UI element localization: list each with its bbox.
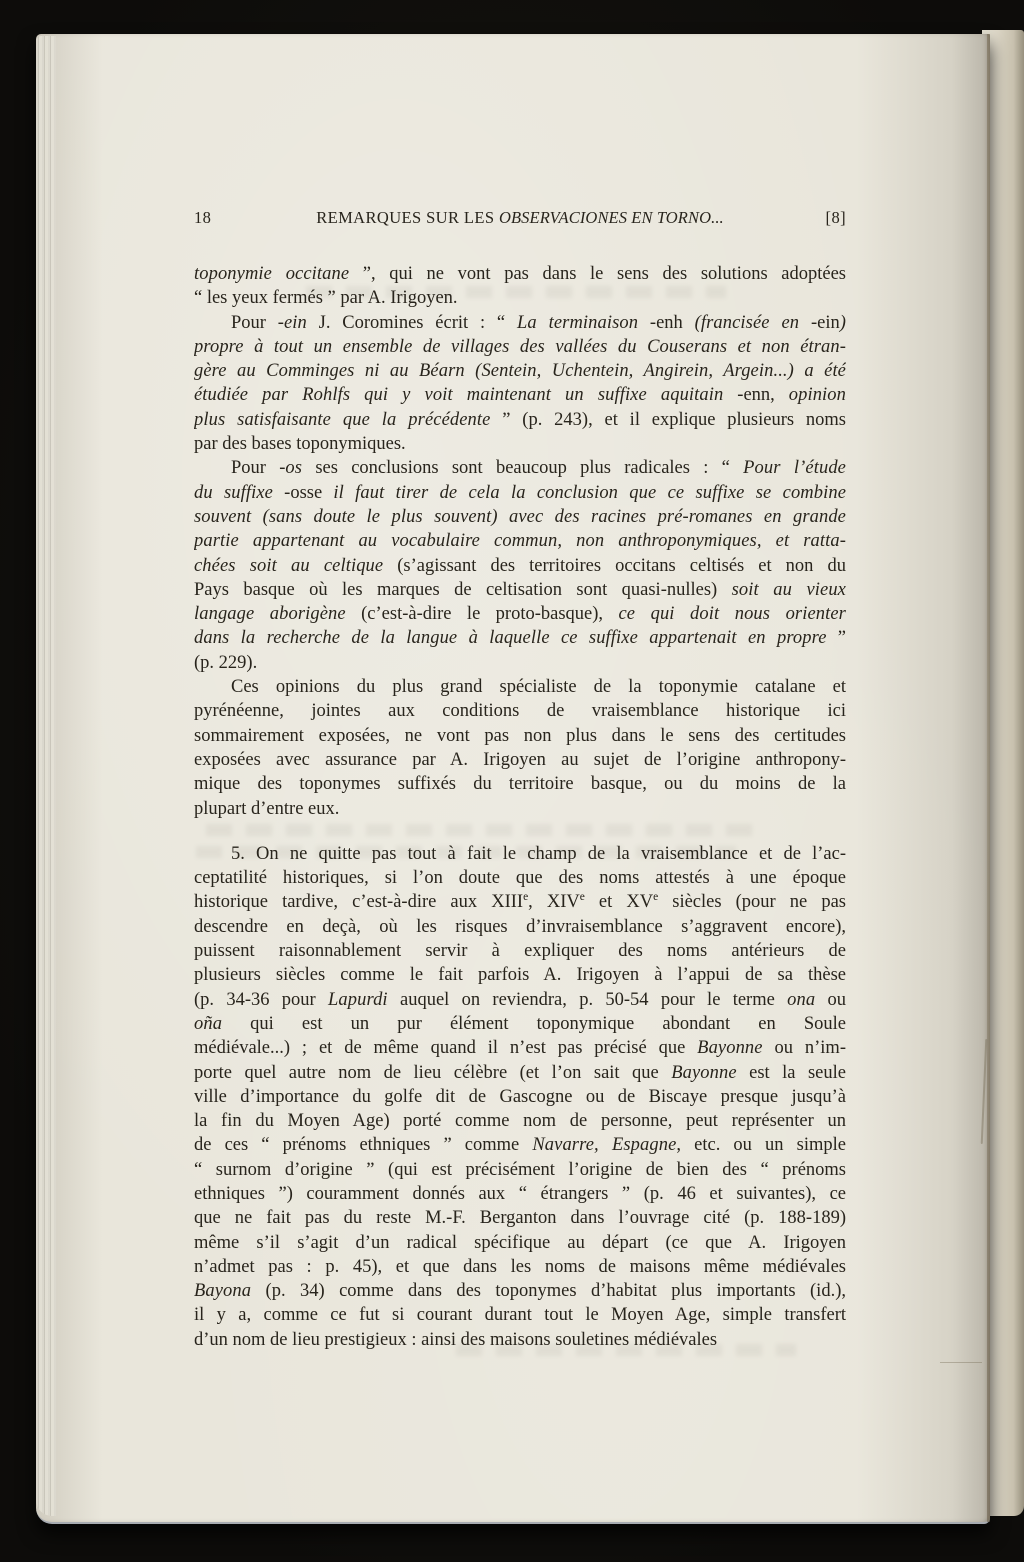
section-bracket-number: [8] [825,208,846,227]
page-number: 18 [194,208,212,227]
text-line: exposées avec assurance par A. Irigoyen au sujet de l’origine anthropony- [194,749,846,770]
text-line: Pays basque où les marques de celtisation sont quasi-nulles) soit au vieux [194,579,846,600]
text-line: (p. 34-36 pour Lapurdi auquel on reviendra, p. 50-54 pour le terme ona ou [194,989,846,1010]
text-line: chées soit au celtique (s’agissant des territoires occitans celtisés et non du [194,555,846,576]
text-line: toponymie occitane ”, qui ne vont pas dans le sens des solutions adoptées [194,264,846,284]
paragraph [194,842,846,1352]
book-page [36,34,990,1524]
text-line: ceptatilité historiques, si l’on doute que des noms attestés à une époque [194,868,846,889]
page-crease [987,34,990,1522]
text-line: historique tardive, c’est-à-dire aux XIIIe, XIVe et XVe siècles (pour ne pas [194,891,846,913]
text-line: d’un nom de lieu prestigieux : ainsi des maisons souletines médiévales [194,1329,718,1350]
paragraph [194,311,846,457]
text-line: dans la recherche de la langue à laquelle ce suffixe appartenait en propre ” [194,628,846,649]
text-line: ethniques ”) couramment donnés aux “ étrangers ” (p. 46 et suivantes), ce [194,1183,846,1204]
text-line: Pour -os ses conclusions sont beaucoup plus radicales : “ Pour l’étude [231,458,846,479]
text-line: médiévale...) ; et de même quand il n’est pas précisé que Bayonne ou n’im- [194,1038,846,1059]
text-line: de ces “ prénoms ethniques ” comme Navarre, Espagne, etc. ou un simple [194,1135,846,1156]
text-line: partie appartenant au vocabulaire commun, non anthroponymiques, et ratta- [194,531,846,552]
text-line: mique des toponymes suffixés du territoire basque, ou du moins de la [194,774,846,795]
text-line: que ne fait pas du reste M.-F. Berganton dans l’ouvrage cité (p. 188-189) [194,1208,846,1229]
text-line: gère au Comminges ni au Béarn (Sentein, Uchentein, Angirein, Argein...) a été [194,361,846,382]
text-line: “ les yeux fermés ” par A. Irigoyen. [194,288,458,309]
text-line: Ces opinions du plus grand spécialiste de la toponymie catalane et [231,677,846,698]
paragraph [194,456,846,675]
paragraph [194,262,846,311]
text-line: langage aborigène (c’est-à-dire le proto-basque), ce qui doit nous orienter [194,604,846,625]
text-line: (p. 229). [194,652,258,673]
text-line: “ surnom d’origine ” (qui est précisément l’origine de bien des “ prénoms [194,1159,846,1180]
paragraph [194,675,846,821]
text-line: descendre en deçà, où les risques d’invraisemblance s’aggravent encore), [194,916,846,937]
text-line: sommairement exposées, ne vont pas non plus dans le sens des certitudes [194,725,846,746]
text-line: Bayona (p. 34) comme dans des toponymes d’habitat plus importants (id.), [194,1281,846,1302]
scratch-mark [940,1362,982,1363]
text-line: plupart d’entre eux. [194,798,340,819]
text-line: pyrénéenne, jointes aux conditions de vraisemblance historique ici [194,701,846,722]
text-line: par des bases toponymiques. [194,434,406,455]
running-title: REMARQUES SUR LES OBSERVACIONES EN TORNO... [316,208,724,227]
text-line: plusieurs siècles comme le fait parfois A. Irigoyen à l’appui de sa thèse [194,965,846,986]
text-line: oña qui est un pur élément toponymique abondant en Soule [194,1013,846,1034]
text-line: porte quel autre nom de lieu célèbre (et l’on sait que Bayonne est la seule [194,1062,846,1083]
text-line: du suffixe -osse il faut tirer de cela la conclusion que ce suffixe se combine [194,482,846,503]
text-line: plus satisfaisante que la précédente ” (p. 243), et il explique plusieurs noms [194,409,846,430]
text-line: puissent raisonnablement servir à expliquer des noms antérieurs de [194,941,846,962]
text-line: n’admet pas : p. 45), et que dans les noms de maisons même médiévales [194,1256,846,1277]
text-line: même s’il s’agit d’un radical spécifique au départ (ce que A. Irigoyen [194,1232,846,1253]
page-edge-stack [36,36,56,1516]
running-header [194,208,846,232]
text-line: propre à tout un ensemble de villages des vallées du Couserans et non étran- [194,336,846,357]
text-line: ville d’importance du golfe dit de Gascogne ou de Biscaye presque jusqu’à [194,1086,846,1107]
text-line: il y a, comme ce fut si courant durant tout le Moyen Age, simple transfert [194,1305,846,1326]
text-line: souvent (sans doute le plus souvent) avec des racines pré-romanes en grande [194,506,846,527]
text-line: étudiée par Rohlfs qui y voit maintenant un suffixe aquitain -enn, opinion [194,385,846,406]
text-line: 5. On ne quitte pas tout à fait le champ de la vraisemblance et de l’ac- [231,843,846,864]
body-text [194,262,846,1352]
text-line: la fin du Moyen Age) porté comme nom de personne, peut représenter un [194,1111,846,1132]
text-line: Pour -ein J. Coromines écrit : “ La terminaison -enh (francisée en -ein) [231,312,846,333]
page-content [194,208,846,1352]
